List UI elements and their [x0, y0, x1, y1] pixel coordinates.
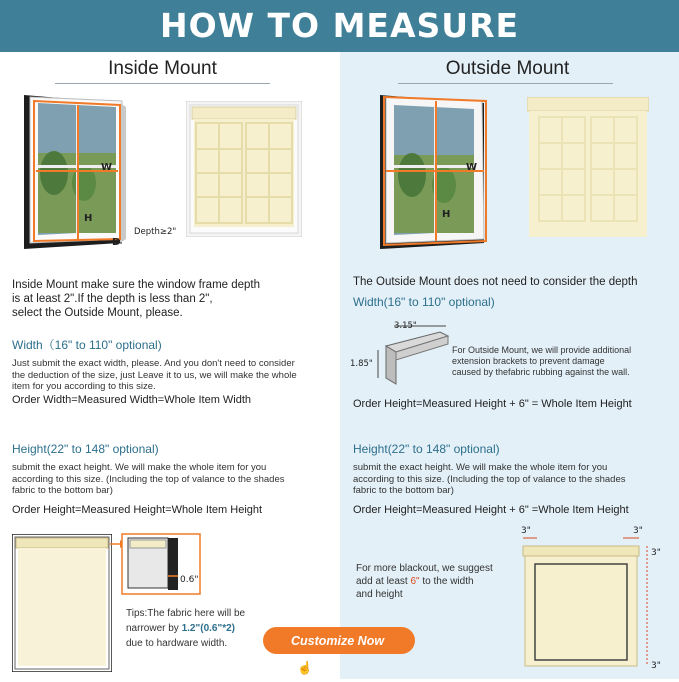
inside-w-label: W	[101, 162, 113, 173]
customize-now-button[interactable]	[263, 627, 415, 675]
inside-tips: Tips:The fabric here will be narrower by 1.2"(0.6"*2) due to hardware width.	[126, 608, 246, 649]
inside-d-label: D	[112, 237, 121, 248]
outside-window-diagram	[380, 93, 492, 253]
inside-h-label: H	[84, 213, 93, 224]
inside-height-text: submit the exact height. We will make the whole item for you according to this size. (Including the top of valance to the shades fabric to the bottom bar)	[12, 462, 285, 496]
inside-mount-title: Inside Mount	[108, 58, 217, 79]
inside-shade-illustration	[186, 101, 302, 237]
dim-bottom-label: 3"	[651, 661, 661, 671]
bracket-height-label: 1.85"	[350, 359, 373, 369]
outside-mount-title: Outside Mount	[445, 58, 570, 79]
outside-w-label: W	[466, 162, 478, 173]
bracket-diagram	[350, 318, 458, 390]
inside-width-text: Just submit the exact width, please. And you don't need to consider the deduction of the size, just Leave it to us, we will make the whole item for you according to this size.	[12, 358, 297, 392]
dim-right-label: 3"	[633, 526, 643, 536]
dim-left-label: 3"	[521, 526, 531, 536]
inside-height-formula: Order Height=Measured Height=Whole Item Height	[12, 504, 263, 516]
inside-desc: Inside Mount make sure the window frame depth is at least 2".If the depth is less than 2", select the Outside Mount, please.	[12, 279, 261, 319]
pointer-hand-icon: ☝	[297, 661, 313, 675]
outside-h-label: H	[442, 209, 451, 220]
outside-title-underline	[398, 83, 613, 84]
outside-shade-illustration	[527, 97, 649, 239]
inside-width-formula: Order Width=Measured Width=Whole Item Width	[12, 394, 252, 406]
page-title: HOW TO MEASURE	[159, 6, 520, 45]
inside-depth-label: Depth≥2"	[134, 227, 177, 237]
outside-height-formula: Order Height=Measured Height + 6" =Whole Item Height	[353, 504, 629, 516]
inside-shade-width-diagram	[12, 534, 112, 672]
inside-height-heading: Height(22" to 148" optional)	[12, 442, 159, 456]
bracket-text: For Outside Mount, we will provide additional extension brackets to prevent damage caused by thefabric rubbing against the wall.	[452, 345, 632, 377]
outside-dimension-diagram	[515, 522, 665, 674]
bracket-width-label: 3.15"	[394, 321, 417, 331]
customize-now-label: Customize Now	[291, 634, 385, 648]
outside-height-text: submit the exact height. We will make the whole item for you according to this size. (Including the top of valance to the shades fabric to the bottom bar)	[353, 462, 626, 496]
outside-desc: The Outside Mount does not need to consider the depth	[353, 276, 638, 288]
outside-height-heading: Height(22" to 148" optional)	[353, 442, 500, 456]
inside-gap-diagram	[110, 532, 210, 597]
gap-label: 0.6"	[180, 575, 199, 585]
outside-width-formula: Order Height=Measured Height + 6" = Whole Item Height	[353, 398, 632, 410]
inside-window-diagram	[24, 93, 184, 253]
inside-title-underline	[55, 83, 270, 84]
outside-width-heading: Width(16" to 110" optional)	[353, 295, 495, 309]
dim-top-label: 3"	[651, 548, 661, 558]
blackout-text: For more blackout, we suggest add at least 6" to the width and height	[356, 563, 493, 600]
inside-width-heading: Width（16" to 110" optional)	[12, 338, 162, 352]
